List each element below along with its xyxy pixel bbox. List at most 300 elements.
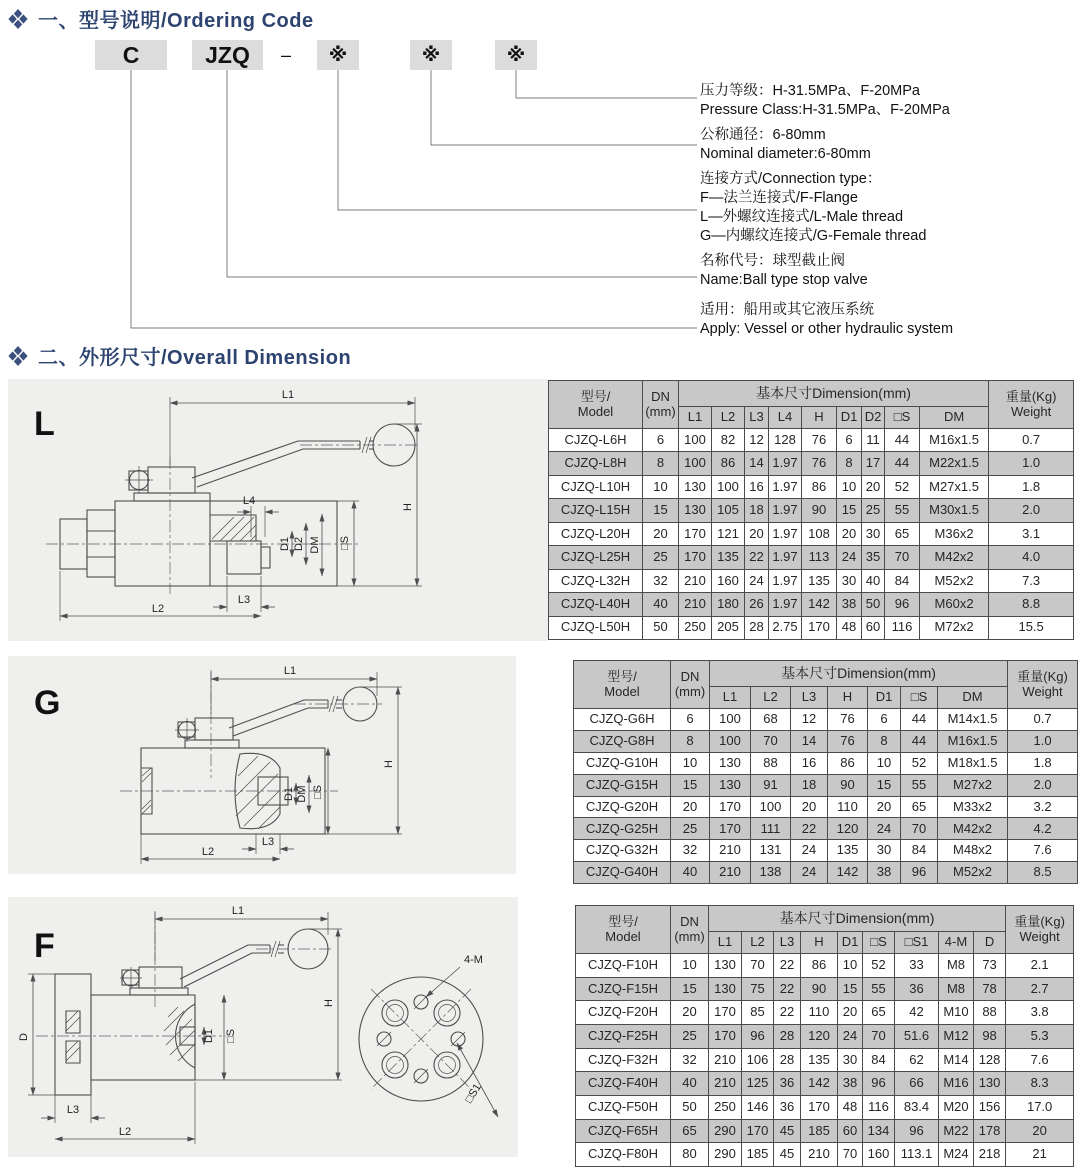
dim-label-l3: L3: [237, 594, 251, 606]
value-cell: 100: [710, 730, 751, 752]
value-cell: 82: [712, 429, 745, 452]
value-cell: 70: [751, 730, 791, 752]
annotation-line: 适用：船用或其它液压系统: [700, 302, 874, 318]
value-cell: M48x2: [938, 840, 1008, 862]
header-cell: □S: [885, 407, 920, 429]
header-cell: 4-M: [939, 932, 974, 954]
value-cell: M36x2: [920, 522, 989, 545]
value-cell: 15: [868, 774, 901, 796]
value-cell: 4.0: [989, 546, 1074, 569]
value-cell: 135: [801, 1048, 838, 1072]
value-cell: 45: [774, 1143, 801, 1167]
value-cell: 170: [679, 522, 712, 545]
value-cell: 15: [671, 774, 710, 796]
value-cell: 100: [679, 429, 712, 452]
header-cell: 重量(Kg) Weight: [1008, 661, 1078, 709]
value-cell: 128: [769, 429, 802, 452]
dim-label-l2: L2: [201, 846, 215, 858]
value-cell: 88: [751, 752, 791, 774]
value-cell: 40: [862, 569, 885, 592]
code-dash: –: [280, 44, 291, 65]
dimension-table-L: [548, 380, 1074, 640]
value-cell: 38: [838, 1072, 863, 1096]
value-cell: 178: [974, 1119, 1006, 1143]
table-row: [576, 954, 1074, 978]
value-cell: 30: [862, 522, 885, 545]
value-cell: 210: [801, 1143, 838, 1167]
flange-face-view: [359, 954, 498, 1117]
value-cell: 100: [751, 796, 791, 818]
value-cell: M14: [939, 1048, 974, 1072]
value-cell: 84: [901, 840, 938, 862]
handle-group: [120, 929, 328, 989]
value-cell: M10: [939, 1001, 974, 1025]
value-cell: 32: [643, 569, 679, 592]
value-cell: 44: [901, 730, 938, 752]
dim-label-h: H: [383, 760, 395, 768]
annotation-line: Apply: Vessel or other hydraulic system: [700, 321, 954, 337]
value-cell: M22x1.5: [920, 452, 989, 475]
table-row: [549, 452, 1074, 475]
value-cell: 170: [709, 1024, 742, 1048]
table-row: [574, 752, 1078, 774]
value-cell: 65: [901, 796, 938, 818]
value-cell: 2.75: [769, 616, 802, 640]
value-cell: 70: [838, 1143, 863, 1167]
header-cell: 基本尺寸Dimension(mm): [710, 661, 1008, 687]
value-cell: M16: [939, 1072, 974, 1096]
value-cell: 52: [885, 475, 920, 498]
header-cell: D1: [837, 407, 862, 429]
value-cell: 130: [679, 499, 712, 522]
table-row: [576, 1095, 1074, 1119]
value-cell: M27x2: [938, 774, 1008, 796]
value-cell: 55: [885, 499, 920, 522]
value-cell: M18x1.5: [938, 752, 1008, 774]
table-row: [576, 1024, 1074, 1048]
header-cell: D2: [862, 407, 885, 429]
model-cell: CJZQ-L40H: [549, 593, 643, 616]
value-cell: 45: [774, 1119, 801, 1143]
dim-label-4m: 4-M: [464, 954, 483, 966]
drawing-panel-L: [8, 379, 548, 641]
table-row: [549, 499, 1074, 522]
value-cell: 65: [863, 1001, 895, 1025]
value-cell: 6: [643, 429, 679, 452]
value-cell: 7.3: [989, 569, 1074, 592]
model-cell: CJZQ-F32H: [576, 1048, 671, 1072]
dim-label-l3: L3: [66, 1104, 80, 1116]
model-cell: CJZQ-L8H: [549, 452, 643, 475]
value-cell: 70: [863, 1024, 895, 1048]
value-cell: 20: [837, 522, 862, 545]
header-cell: L2: [742, 932, 774, 954]
value-cell: 66: [895, 1072, 939, 1096]
header-cell: D1: [868, 687, 901, 709]
table-row: [549, 593, 1074, 616]
dimension-table-F: [575, 905, 1074, 1167]
value-cell: 5.3: [1006, 1024, 1074, 1048]
value-cell: 130: [710, 752, 751, 774]
value-cell: 76: [828, 709, 868, 731]
value-cell: 1.0: [989, 452, 1074, 475]
value-cell: 76: [828, 730, 868, 752]
dim-label-s: □S: [312, 785, 324, 799]
value-cell: 80: [671, 1143, 709, 1167]
annotation-apply: [700, 301, 953, 339]
value-cell: M42x2: [920, 546, 989, 569]
table-row: [549, 546, 1074, 569]
value-cell: 1.97: [769, 499, 802, 522]
value-cell: 142: [828, 862, 868, 884]
value-cell: 10: [838, 954, 863, 978]
value-cell: 106: [742, 1048, 774, 1072]
value-cell: 2.0: [989, 499, 1074, 522]
table-row: [574, 774, 1078, 796]
value-cell: 113.1: [895, 1143, 939, 1167]
model-cell: CJZQ-L50H: [549, 616, 643, 640]
annotation-line: Name:Ball type stop valve: [700, 272, 868, 288]
value-cell: M8: [939, 977, 974, 1001]
value-cell: 8.3: [1006, 1072, 1074, 1096]
value-cell: 20: [862, 475, 885, 498]
value-cell: 7.6: [1006, 1048, 1074, 1072]
model-cell: CJZQ-F50H: [576, 1095, 671, 1119]
value-cell: 142: [802, 593, 837, 616]
value-cell: M42x2: [938, 818, 1008, 840]
value-cell: 40: [643, 593, 679, 616]
header-cell: □S1: [895, 932, 939, 954]
model-cell: CJZQ-G15H: [574, 774, 671, 796]
value-cell: 44: [885, 429, 920, 452]
value-cell: 96: [885, 593, 920, 616]
table-row: [576, 1072, 1074, 1096]
value-cell: 8: [868, 730, 901, 752]
drawing-f-flange-valve: [8, 897, 518, 1157]
value-cell: 1.97: [769, 475, 802, 498]
value-cell: 60: [838, 1119, 863, 1143]
dim-label-d1: D1: [203, 1028, 215, 1044]
dim-label-l4: L4: [242, 495, 256, 507]
value-cell: 15.5: [989, 616, 1074, 640]
value-cell: 20: [838, 1001, 863, 1025]
value-cell: 6: [837, 429, 862, 452]
dim-label-l1: L1: [281, 389, 295, 401]
model-cell: CJZQ-F20H: [576, 1001, 671, 1025]
value-cell: 14: [791, 730, 828, 752]
centerlines: [120, 670, 382, 791]
value-cell: 121: [712, 522, 745, 545]
value-cell: M33x2: [938, 796, 1008, 818]
value-cell: 24: [838, 1024, 863, 1048]
value-cell: 18: [745, 499, 769, 522]
value-cell: 22: [745, 546, 769, 569]
dim-label-s1: □S1: [463, 1081, 484, 1106]
value-cell: 8: [671, 730, 710, 752]
model-cell: CJZQ-L20H: [549, 522, 643, 545]
value-cell: 28: [745, 616, 769, 640]
value-cell: 36: [895, 977, 939, 1001]
value-cell: 48: [837, 616, 862, 640]
value-cell: 48: [838, 1095, 863, 1119]
header-cell: DN (mm): [643, 381, 679, 429]
value-cell: 52: [863, 954, 895, 978]
value-cell: 70: [885, 546, 920, 569]
value-cell: 91: [751, 774, 791, 796]
code-box-series: C: [95, 40, 167, 70]
dim-label-h: H: [402, 503, 414, 511]
model-cell: CJZQ-G8H: [574, 730, 671, 752]
drawing-letter: L: [34, 405, 55, 443]
header-cell: L2: [751, 687, 791, 709]
value-cell: 1.0: [1008, 730, 1078, 752]
annotation-pressure-class: [700, 82, 950, 120]
value-cell: 10: [868, 752, 901, 774]
value-cell: 110: [828, 796, 868, 818]
value-cell: 17: [862, 452, 885, 475]
value-cell: 96: [863, 1072, 895, 1096]
model-cell: CJZQ-G6H: [574, 709, 671, 731]
header-cell: L1: [709, 932, 742, 954]
value-cell: 88: [974, 1001, 1006, 1025]
section2-title-text: 二、外形尺寸/Overall Dimension: [38, 347, 352, 369]
table-row: [549, 522, 1074, 545]
value-cell: 16: [791, 752, 828, 774]
header-cell: 型号/ Model: [574, 661, 671, 709]
value-cell: 20: [671, 1001, 709, 1025]
centerlines: [46, 445, 420, 594]
value-cell: 96: [742, 1024, 774, 1048]
value-cell: 170: [679, 546, 712, 569]
value-cell: 24: [791, 840, 828, 862]
value-cell: 130: [709, 954, 742, 978]
value-cell: 218: [974, 1143, 1006, 1167]
value-cell: 170: [742, 1119, 774, 1143]
table-row: [549, 616, 1074, 640]
dim-label-l3: L3: [261, 836, 275, 848]
value-cell: 8: [643, 452, 679, 475]
annotation-nominal-diameter: [700, 126, 871, 164]
value-cell: 75: [742, 977, 774, 1001]
annotation-line: 名称代号：球型截止阀: [700, 253, 845, 269]
model-cell: CJZQ-F65H: [576, 1119, 671, 1143]
value-cell: 68: [751, 709, 791, 731]
value-cell: M14x1.5: [938, 709, 1008, 731]
value-cell: 38: [837, 593, 862, 616]
value-cell: M12: [939, 1024, 974, 1048]
value-cell: M72x2: [920, 616, 989, 640]
value-cell: 42: [895, 1001, 939, 1025]
dim-label-d1: D1: [283, 786, 295, 802]
value-cell: 28: [774, 1048, 801, 1072]
value-cell: 134: [863, 1119, 895, 1143]
value-cell: 10: [671, 752, 710, 774]
value-cell: 116: [863, 1095, 895, 1119]
value-cell: M52x2: [920, 569, 989, 592]
value-cell: 28: [774, 1024, 801, 1048]
dimension-table-G: [573, 660, 1078, 884]
value-cell: 125: [742, 1072, 774, 1096]
value-cell: 128: [974, 1048, 1006, 1072]
model-cell: CJZQ-F80H: [576, 1143, 671, 1167]
annotation-connection-type: [700, 170, 926, 246]
table-row: [576, 977, 1074, 1001]
value-cell: 146: [742, 1095, 774, 1119]
header-cell: H: [802, 407, 837, 429]
section2-title: [8, 341, 351, 370]
annotation-line: L—外螺纹连接式/L-Male thread: [700, 209, 904, 225]
table-row: [574, 730, 1078, 752]
value-cell: 180: [712, 593, 745, 616]
value-cell: 33: [895, 954, 939, 978]
value-cell: 135: [828, 840, 868, 862]
model-cell: CJZQ-L15H: [549, 499, 643, 522]
value-cell: 35: [862, 546, 885, 569]
value-cell: 15: [837, 499, 862, 522]
value-cell: 3.2: [1008, 796, 1078, 818]
value-cell: 25: [671, 818, 710, 840]
model-cell: CJZQ-F25H: [576, 1024, 671, 1048]
table-row: [549, 569, 1074, 592]
valve-body-group: [55, 974, 195, 1095]
dim-label-l2: L2: [151, 603, 165, 615]
header-cell: 基本尺寸Dimension(mm): [709, 906, 1006, 932]
value-cell: 0.7: [1008, 709, 1078, 731]
value-cell: 108: [802, 522, 837, 545]
value-cell: 290: [709, 1119, 742, 1143]
value-cell: 130: [709, 977, 742, 1001]
annotation-line: 连接方式/Connection type：: [700, 171, 882, 187]
value-cell: 21: [1006, 1143, 1074, 1167]
value-cell: 120: [828, 818, 868, 840]
header-cell: 重量(Kg) Weight: [989, 381, 1074, 429]
value-cell: 210: [709, 1072, 742, 1096]
value-cell: M20: [939, 1095, 974, 1119]
drawing-letter: G: [34, 684, 61, 722]
value-cell: 22: [774, 954, 801, 978]
value-cell: 85: [742, 1001, 774, 1025]
value-cell: 130: [974, 1072, 1006, 1096]
value-cell: 18: [791, 774, 828, 796]
model-cell: CJZQ-F15H: [576, 977, 671, 1001]
drawing-g-female-thread-valve: [8, 656, 516, 874]
annotation-line: 公称通径：6-80mm: [700, 127, 826, 143]
handle-group: [125, 424, 415, 494]
value-cell: 44: [901, 709, 938, 731]
model-cell: CJZQ-G25H: [574, 818, 671, 840]
annotation-line: G—内螺纹连接式/G-Female thread: [700, 228, 927, 244]
value-cell: 15: [838, 977, 863, 1001]
value-cell: 12: [745, 429, 769, 452]
value-cell: 78: [974, 977, 1006, 1001]
value-cell: 210: [679, 569, 712, 592]
value-cell: 20: [868, 796, 901, 818]
header-cell: H: [801, 932, 838, 954]
value-cell: 40: [671, 1072, 709, 1096]
table-holder-G: [573, 660, 1077, 884]
dim-label-dm: DM: [296, 785, 308, 803]
annotation-line: Pressure Class:H-31.5MPa、F-20MPa: [700, 102, 950, 118]
header-cell: L4: [769, 407, 802, 429]
code-box-name: JZQ: [192, 40, 263, 70]
value-cell: 86: [801, 954, 838, 978]
value-cell: 55: [863, 977, 895, 1001]
value-cell: 20: [1006, 1119, 1074, 1143]
value-cell: 70: [742, 954, 774, 978]
table-holder-L: [548, 380, 1073, 640]
value-cell: 17.0: [1006, 1095, 1074, 1119]
value-cell: 8.5: [1008, 862, 1078, 884]
value-cell: 32: [671, 840, 710, 862]
dim-label-l2: L2: [118, 1126, 132, 1138]
drawing-panel-F: [8, 897, 518, 1157]
dim-label-s: □S: [339, 536, 351, 550]
value-cell: 8.8: [989, 593, 1074, 616]
dim-label-h: H: [323, 999, 335, 1007]
table-row: [576, 1001, 1074, 1025]
value-cell: 76: [802, 452, 837, 475]
value-cell: 113: [802, 546, 837, 569]
value-cell: 22: [774, 1001, 801, 1025]
dimension-group: [18, 905, 342, 1144]
value-cell: 156: [974, 1095, 1006, 1119]
value-cell: 65: [671, 1119, 709, 1143]
value-cell: 1.8: [989, 475, 1074, 498]
value-cell: 290: [709, 1143, 742, 1167]
table-row: [576, 1119, 1074, 1143]
dim-label-d1: D1: [279, 536, 291, 552]
model-cell: CJZQ-G40H: [574, 862, 671, 884]
value-cell: 98: [974, 1024, 1006, 1048]
model-cell: CJZQ-G20H: [574, 796, 671, 818]
value-cell: 14: [745, 452, 769, 475]
value-cell: 24: [791, 862, 828, 884]
value-cell: 90: [801, 977, 838, 1001]
model-cell: CJZQ-F40H: [576, 1072, 671, 1096]
value-cell: 250: [709, 1095, 742, 1119]
dim-label-s: □S: [225, 1029, 237, 1043]
value-cell: 3.1: [989, 522, 1074, 545]
header-cell: L3: [791, 687, 828, 709]
value-cell: 160: [712, 569, 745, 592]
model-cell: CJZQ-L10H: [549, 475, 643, 498]
value-cell: 36: [774, 1095, 801, 1119]
value-cell: 30: [838, 1048, 863, 1072]
value-cell: 20: [671, 796, 710, 818]
value-cell: 142: [801, 1072, 838, 1096]
value-cell: 10: [643, 475, 679, 498]
value-cell: 120: [801, 1024, 838, 1048]
value-cell: 25: [862, 499, 885, 522]
model-cell: CJZQ-G10H: [574, 752, 671, 774]
handle-group: [175, 687, 377, 742]
header-cell: L1: [679, 407, 712, 429]
value-cell: 185: [742, 1143, 774, 1167]
value-cell: M30x1.5: [920, 499, 989, 522]
value-cell: 111: [751, 818, 791, 840]
value-cell: 138: [751, 862, 791, 884]
value-cell: M24: [939, 1143, 974, 1167]
annotation-line: Nominal diameter:6-80mm: [700, 146, 871, 162]
value-cell: 8: [837, 452, 862, 475]
value-cell: 86: [712, 452, 745, 475]
table-row: [576, 1143, 1074, 1167]
value-cell: 12: [791, 709, 828, 731]
value-cell: 205: [712, 616, 745, 640]
value-cell: 16: [745, 475, 769, 498]
value-cell: 83.4: [895, 1095, 939, 1119]
value-cell: 50: [643, 616, 679, 640]
